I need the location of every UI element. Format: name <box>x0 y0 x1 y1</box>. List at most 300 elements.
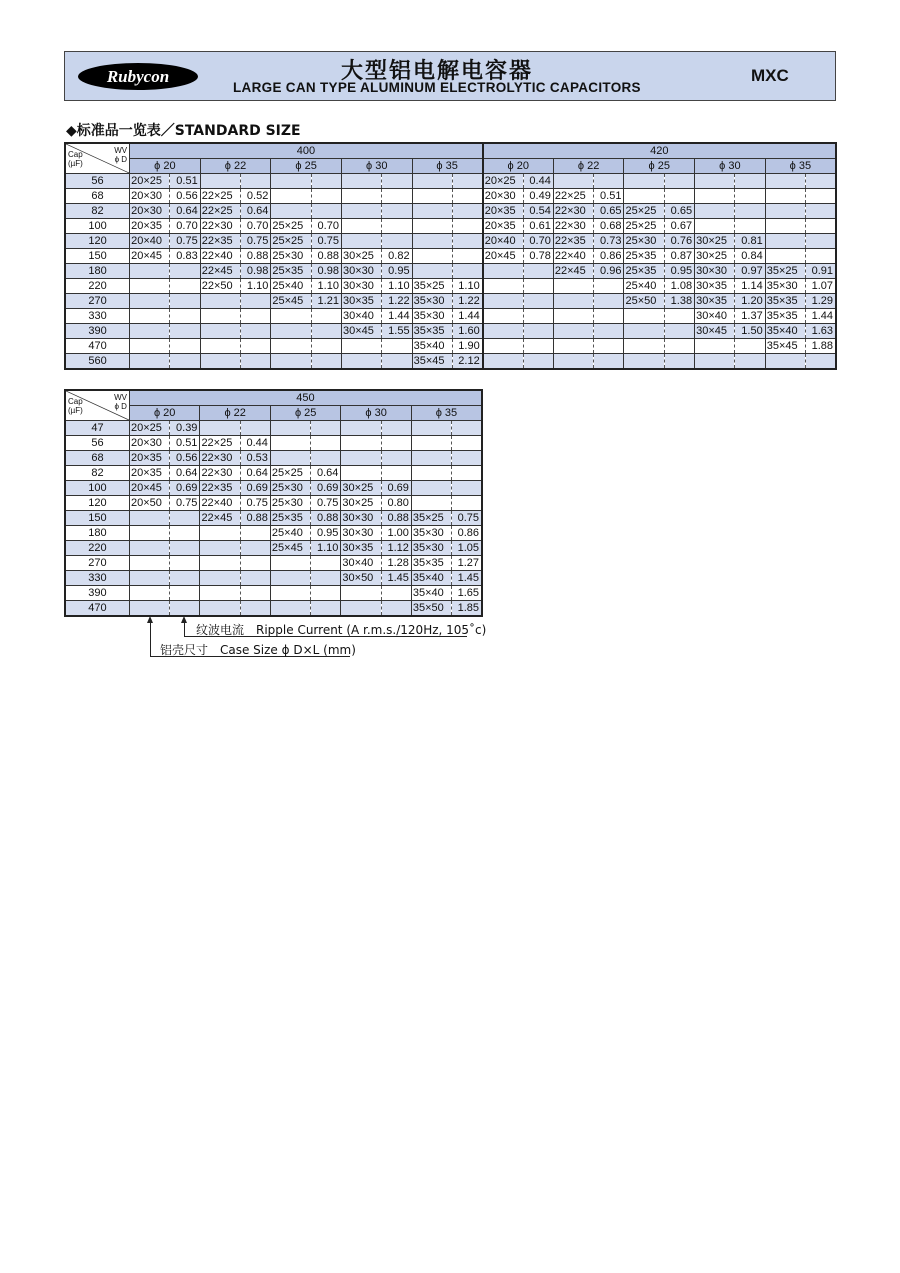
ripple-current-cell: 1.50 <box>735 324 765 339</box>
ripple-current-cell: 1.37 <box>735 309 765 324</box>
case-size-cell <box>624 309 664 324</box>
case-size-cell <box>129 601 169 617</box>
ripple-current-cell: 0.83 <box>170 249 200 264</box>
case-size-cell <box>200 526 240 541</box>
ripple-current-cell: 1.07 <box>806 279 836 294</box>
ripple-current-cell <box>594 324 624 339</box>
case-size-cell <box>271 189 311 204</box>
case-size-cell: 25×45 <box>270 541 310 556</box>
case-size-cell <box>624 324 664 339</box>
capacitance-cell: 47 <box>65 421 129 436</box>
ripple-current-cell: 0.64 <box>170 466 200 481</box>
ripple-current-cell <box>523 264 553 279</box>
case-size-cell: 25×25 <box>271 219 311 234</box>
ripple-current-cell: 0.98 <box>241 264 271 279</box>
case-size-cell <box>765 219 805 234</box>
ripple-current-cell: 0.76 <box>664 234 694 249</box>
ripple-current-cell: 0.75 <box>452 511 482 526</box>
diameter-header: ϕ 25 <box>270 406 340 421</box>
table-row <box>65 571 482 586</box>
capacitance-cell: 330 <box>65 309 130 324</box>
case-size-cell: 30×45 <box>695 324 735 339</box>
ripple-current-cell <box>241 309 271 324</box>
case-size-cell <box>695 354 735 370</box>
case-size-cell <box>765 354 805 370</box>
case-size-cell <box>695 189 735 204</box>
capacitance-cell: 68 <box>65 451 129 466</box>
case-size-cell <box>270 556 310 571</box>
ripple-current-cell <box>240 526 270 541</box>
case-size-cell: 30×35 <box>695 279 735 294</box>
ripple-current-cell: 1.12 <box>381 541 411 556</box>
case-size-cell: 22×30 <box>200 219 240 234</box>
ripple-current-cell: 0.95 <box>664 264 694 279</box>
case-size-cell <box>765 234 805 249</box>
case-size-cell: 30×30 <box>695 264 735 279</box>
case-size-leader <box>150 622 151 650</box>
table-row <box>65 496 482 511</box>
case-size-cell: 25×25 <box>624 204 664 219</box>
ripple-current-cell: 0.88 <box>381 511 411 526</box>
case-size-cell <box>200 354 240 370</box>
ripple-current-cell <box>311 601 341 617</box>
ripple-current-cell <box>452 234 482 249</box>
case-size-cell <box>765 174 805 189</box>
table-row <box>65 556 482 571</box>
ripple-current-cell: 0.75 <box>311 496 341 511</box>
ripple-current-cell <box>382 174 412 189</box>
ripple-current-cell: 0.84 <box>735 249 765 264</box>
table-row <box>65 249 836 264</box>
ripple-current-cell: 2.12 <box>452 354 482 370</box>
case-size-cell <box>270 601 310 617</box>
case-size-cell <box>200 309 240 324</box>
case-size-cell: 25×25 <box>624 219 664 234</box>
ripple-current-cell <box>170 571 200 586</box>
case-size-cell <box>341 601 381 617</box>
diameter-header: ϕ 30 <box>341 159 412 174</box>
cap-wv-corner <box>65 143 130 174</box>
ripple-current-cell <box>240 556 270 571</box>
ripple-current-cell: 1.45 <box>381 571 411 586</box>
case-size-cell: 22×25 <box>200 189 240 204</box>
diameter-header: ϕ 35 <box>412 159 483 174</box>
case-size-cell: 30×25 <box>341 481 381 496</box>
ripple-current-cell: 0.69 <box>170 481 200 496</box>
capacitance-cell: 390 <box>65 586 129 601</box>
ripple-current-cell <box>594 339 624 354</box>
capacitance-cell: 100 <box>65 219 130 234</box>
case-size-cell <box>765 189 805 204</box>
capacitance-cell: 220 <box>65 279 130 294</box>
ripple-current-cell <box>594 309 624 324</box>
ripple-current-cell: 1.38 <box>664 294 694 309</box>
capacitance-cell: 270 <box>65 294 130 309</box>
case-size-cell <box>200 571 240 586</box>
corner-diameter-label: ϕ D <box>114 155 128 164</box>
case-size-cell <box>271 204 311 219</box>
diameter-header: ϕ 35 <box>411 406 482 421</box>
case-size-cell <box>411 496 451 511</box>
case-size-cell: 22×50 <box>200 279 240 294</box>
ripple-current-cell <box>452 249 482 264</box>
case-size-cell <box>271 174 311 189</box>
case-size-cell <box>271 324 311 339</box>
rubycon-logo: Rubycon <box>78 63 198 90</box>
ripple-current-cell: 0.75 <box>240 496 270 511</box>
case-size-cell <box>270 436 310 451</box>
case-size-cell <box>130 354 170 370</box>
ripple-current-cell <box>523 339 553 354</box>
ripple-current-cell: 0.70 <box>241 219 271 234</box>
case-size-cell: 30×40 <box>341 556 381 571</box>
case-size-cell <box>553 279 593 294</box>
case-size-cell: 25×35 <box>624 264 664 279</box>
case-size-cell <box>624 189 664 204</box>
case-size-cell: 25×50 <box>624 294 664 309</box>
table-row <box>65 526 482 541</box>
ripple-current-cell <box>311 586 341 601</box>
ripple-current-cell <box>452 421 482 436</box>
ripple-current-cell: 0.88 <box>311 511 341 526</box>
ripple-current-cell: 0.49 <box>523 189 553 204</box>
case-size-cell: 20×30 <box>129 436 169 451</box>
table-row <box>65 189 836 204</box>
ripple-current-cell <box>452 219 482 234</box>
voltage-header: 450 <box>129 390 482 406</box>
case-size-cell: 20×35 <box>483 219 523 234</box>
case-size-cell <box>483 264 523 279</box>
case-size-cell <box>200 586 240 601</box>
case-size-cell: 20×25 <box>483 174 523 189</box>
capacitance-cell: 330 <box>65 571 129 586</box>
corner-cap-label <box>68 150 83 168</box>
diameter-header: ϕ 22 <box>200 159 271 174</box>
case-size-cell <box>411 436 451 451</box>
case-size-cell: 20×25 <box>130 174 170 189</box>
diameter-header: ϕ 20 <box>483 159 554 174</box>
ripple-current-cell <box>170 309 200 324</box>
ripple-current-cell <box>523 324 553 339</box>
ripple-current-cell <box>311 571 341 586</box>
case-size-cell: 22×25 <box>200 204 240 219</box>
ripple-current-cell: 0.95 <box>311 526 341 541</box>
case-size-cell: 30×35 <box>341 294 381 309</box>
case-size-cell: 22×40 <box>200 496 240 511</box>
case-size-cell <box>130 294 170 309</box>
ripple-current-cell <box>452 451 482 466</box>
ripple-current-cell <box>240 541 270 556</box>
capacitance-cell: 390 <box>65 324 130 339</box>
case-size-cell <box>695 204 735 219</box>
ripple-current-cell: 0.78 <box>523 249 553 264</box>
ripple-current-cell: 0.54 <box>523 204 553 219</box>
ripple-current-cell <box>452 204 482 219</box>
capacitance-cell: 470 <box>65 601 129 617</box>
ripple-current-cell: 1.10 <box>311 541 341 556</box>
ripple-current-cell <box>664 189 694 204</box>
case-size-cell: 25×30 <box>270 481 310 496</box>
corner-wv-label: WV <box>114 393 127 402</box>
case-size-cell <box>412 264 452 279</box>
ripple-current-cell: 1.45 <box>452 571 482 586</box>
ripple-current-cell: 0.68 <box>594 219 624 234</box>
table-row <box>65 451 482 466</box>
case-size-cell <box>553 354 593 370</box>
case-size-cell <box>270 586 310 601</box>
case-size-cell <box>130 339 170 354</box>
case-size-cell: 22×35 <box>200 234 240 249</box>
case-size-cell <box>411 481 451 496</box>
table-row <box>65 354 836 370</box>
ripple-current-cell: 0.88 <box>311 249 341 264</box>
ripple-current-cell: 0.69 <box>240 481 270 496</box>
ripple-current-cell <box>382 234 412 249</box>
diameter-header: ϕ 20 <box>129 406 199 421</box>
ripple-current-cell: 0.96 <box>594 264 624 279</box>
diameter-header: ϕ 22 <box>553 159 624 174</box>
case-size-cell: 22×45 <box>553 264 593 279</box>
case-size-cell <box>200 324 240 339</box>
ripple-current-cell <box>240 601 270 617</box>
table-row <box>65 294 836 309</box>
ripple-current-cell: 0.53 <box>240 451 270 466</box>
case-size-cell <box>270 421 310 436</box>
ripple-current-cell <box>170 601 200 617</box>
ripple-current-cell <box>170 586 200 601</box>
ripple-current-cell: 1.90 <box>452 339 482 354</box>
case-size-cell <box>270 451 310 466</box>
case-size-cell <box>412 219 452 234</box>
ripple-current-cell <box>664 354 694 370</box>
case-size-cell <box>271 339 311 354</box>
ripple-current-note: 纹波电流 Ripple Current (A r.m.s./120Hz, 105˚c) <box>196 623 487 637</box>
case-size-cell <box>411 451 451 466</box>
ripple-current-cell <box>170 556 200 571</box>
ripple-current-cell <box>664 324 694 339</box>
ripple-current-cell <box>311 339 341 354</box>
case-size-cell: 25×40 <box>270 526 310 541</box>
ripple-current-cell <box>806 354 836 370</box>
corner-cap-text: Cap <box>68 397 83 406</box>
case-size-cell: 30×50 <box>341 571 381 586</box>
capacitance-cell: 560 <box>65 354 130 370</box>
ripple-current-cell <box>381 586 411 601</box>
standard-size-table-400-420 <box>64 142 837 370</box>
case-size-cell <box>341 466 381 481</box>
case-size-cell <box>553 309 593 324</box>
capacitance-cell: 470 <box>65 339 130 354</box>
ripple-current-cell: 0.88 <box>240 511 270 526</box>
ripple-current-cell: 1.29 <box>806 294 836 309</box>
ripple-current-cell: 0.86 <box>452 526 482 541</box>
ripple-current-cell: 0.51 <box>170 174 200 189</box>
ripple-current-cell <box>170 511 200 526</box>
case-size-cell <box>483 354 523 370</box>
ripple-current-cell <box>382 189 412 204</box>
case-size-cell: 22×45 <box>200 264 240 279</box>
ripple-current-cell <box>806 174 836 189</box>
ripple-current-cell <box>452 436 482 451</box>
case-size-cell <box>483 324 523 339</box>
ripple-current-cell <box>806 189 836 204</box>
case-size-cell <box>624 354 664 370</box>
case-size-cell: 30×30 <box>341 264 381 279</box>
case-size-cell <box>765 204 805 219</box>
case-size-cell <box>271 309 311 324</box>
case-size-cell: 22×45 <box>200 511 240 526</box>
ripple-current-cell: 0.44 <box>523 174 553 189</box>
case-size-cell: 20×45 <box>130 249 170 264</box>
ripple-current-cell: 1.60 <box>452 324 482 339</box>
case-size-cell <box>553 324 593 339</box>
ripple-current-cell <box>382 219 412 234</box>
table-row <box>65 466 482 481</box>
case-size-cell: 35×25 <box>765 264 805 279</box>
ripple-current-cell <box>311 309 341 324</box>
ripple-current-cell: 1.14 <box>735 279 765 294</box>
ripple-current-cell: 0.82 <box>382 249 412 264</box>
ripple-current-cell: 1.44 <box>452 309 482 324</box>
case-size-cell: 20×35 <box>130 219 170 234</box>
ripple-current-cell <box>381 451 411 466</box>
ripple-current-cell <box>381 601 411 617</box>
table-row <box>65 586 482 601</box>
ripple-current-cell <box>381 436 411 451</box>
corner-cap-unit: (µF) <box>68 406 83 415</box>
ripple-current-cell: 1.20 <box>735 294 765 309</box>
ripple-current-cell: 0.65 <box>664 204 694 219</box>
case-size-cell: 35×40 <box>411 586 451 601</box>
case-size-cell <box>341 586 381 601</box>
ripple-current-cell <box>241 339 271 354</box>
ripple-current-cell: 1.63 <box>806 324 836 339</box>
case-size-cell <box>695 174 735 189</box>
case-size-cell <box>341 219 381 234</box>
case-size-cell: 25×35 <box>624 249 664 264</box>
case-size-cell: 20×45 <box>129 481 169 496</box>
case-size-cell <box>200 294 240 309</box>
ripple-current-cell <box>594 279 624 294</box>
ripple-current-cell: 1.10 <box>311 279 341 294</box>
ripple-current-cell <box>806 219 836 234</box>
case-size-cell <box>200 556 240 571</box>
series-code: MXC <box>751 66 789 85</box>
ripple-current-cell <box>170 264 200 279</box>
ripple-current-cell <box>170 279 200 294</box>
ripple-current-cell: 0.97 <box>735 264 765 279</box>
case-size-cell: 25×45 <box>271 294 311 309</box>
case-size-cell <box>412 189 452 204</box>
ripple-current-cell <box>241 174 271 189</box>
case-size-cell <box>341 339 381 354</box>
ripple-current-cell: 0.81 <box>735 234 765 249</box>
ripple-current-cell <box>382 354 412 370</box>
case-size-cell <box>412 234 452 249</box>
ripple-current-cell <box>240 421 270 436</box>
case-size-cell <box>341 174 381 189</box>
case-size-cell: 30×25 <box>695 234 735 249</box>
ripple-current-cell: 0.70 <box>523 234 553 249</box>
ripple-current-cell: 0.51 <box>594 189 624 204</box>
capacitance-cell: 56 <box>65 436 129 451</box>
ripple-current-cell <box>452 174 482 189</box>
table-row <box>65 174 836 189</box>
ripple-current-cell: 0.75 <box>170 496 200 511</box>
ripple-current-cell: 0.86 <box>594 249 624 264</box>
diameter-header: ϕ 35 <box>765 159 836 174</box>
capacitance-cell: 220 <box>65 541 129 556</box>
table-row <box>65 421 482 436</box>
table-row <box>65 601 482 617</box>
corner-diameter-label: ϕ D <box>114 402 127 411</box>
ripple-current-cell: 0.64 <box>240 466 270 481</box>
header-banner <box>64 51 836 101</box>
ripple-current-cell: 0.44 <box>240 436 270 451</box>
case-size-cell: 30×35 <box>695 294 735 309</box>
table-row <box>65 339 836 354</box>
ripple-current-cell: 1.44 <box>382 309 412 324</box>
ripple-current-cell: 0.67 <box>664 219 694 234</box>
corner-wv-label: WV <box>114 146 128 155</box>
section-title: ◆标准品一览表／STANDARD SIZE <box>66 123 301 139</box>
ripple-current-cell: 0.52 <box>241 189 271 204</box>
case-size-cell: 22×40 <box>200 249 240 264</box>
ripple-current-cell: 1.44 <box>806 309 836 324</box>
table-row <box>65 264 836 279</box>
ripple-current-cell <box>170 294 200 309</box>
cap-wv-corner <box>65 390 129 421</box>
ripple-current-cell: 1.65 <box>452 586 482 601</box>
case-size-cell: 30×30 <box>341 279 381 294</box>
case-size-cell: 22×30 <box>553 204 593 219</box>
case-size-cell <box>271 354 311 370</box>
case-size-cell <box>130 324 170 339</box>
ripple-current-cell <box>594 174 624 189</box>
table-row <box>65 481 482 496</box>
title-english: LARGE CAN TYPE ALUMINUM ELECTROLYTIC CAPACITORS <box>233 80 641 95</box>
case-size-cell: 35×45 <box>765 339 805 354</box>
capacitance-cell: 150 <box>65 511 129 526</box>
ripple-current-cell <box>523 279 553 294</box>
ripple-current-cell: 0.75 <box>311 234 341 249</box>
case-size-cell: 35×35 <box>765 309 805 324</box>
ripple-current-cell <box>806 234 836 249</box>
case-size-cell: 35×35 <box>765 294 805 309</box>
case-size-cell: 25×30 <box>271 249 311 264</box>
case-size-cell: 30×40 <box>695 309 735 324</box>
case-size-cell <box>129 556 169 571</box>
ripple-current-cell <box>382 204 412 219</box>
case-size-cell: 20×35 <box>129 451 169 466</box>
case-size-cell <box>200 339 240 354</box>
ripple-current-cell <box>806 204 836 219</box>
case-size-cell <box>483 279 523 294</box>
capacitance-cell: 150 <box>65 249 130 264</box>
case-size-cell: 20×30 <box>130 189 170 204</box>
case-size-cell: 35×30 <box>411 526 451 541</box>
ripple-current-cell: 1.21 <box>311 294 341 309</box>
ripple-current-cell: 0.75 <box>170 234 200 249</box>
ripple-current-cell: 0.95 <box>382 264 412 279</box>
case-size-cell: 35×30 <box>412 309 452 324</box>
case-size-cell <box>130 309 170 324</box>
case-size-cell: 35×45 <box>412 354 452 370</box>
ripple-current-cell: 1.88 <box>806 339 836 354</box>
case-size-cell <box>341 421 381 436</box>
case-size-note: 铝壳尺寸 Case Size ϕ D×L (mm) <box>160 643 356 657</box>
case-size-cell: 30×45 <box>341 324 381 339</box>
